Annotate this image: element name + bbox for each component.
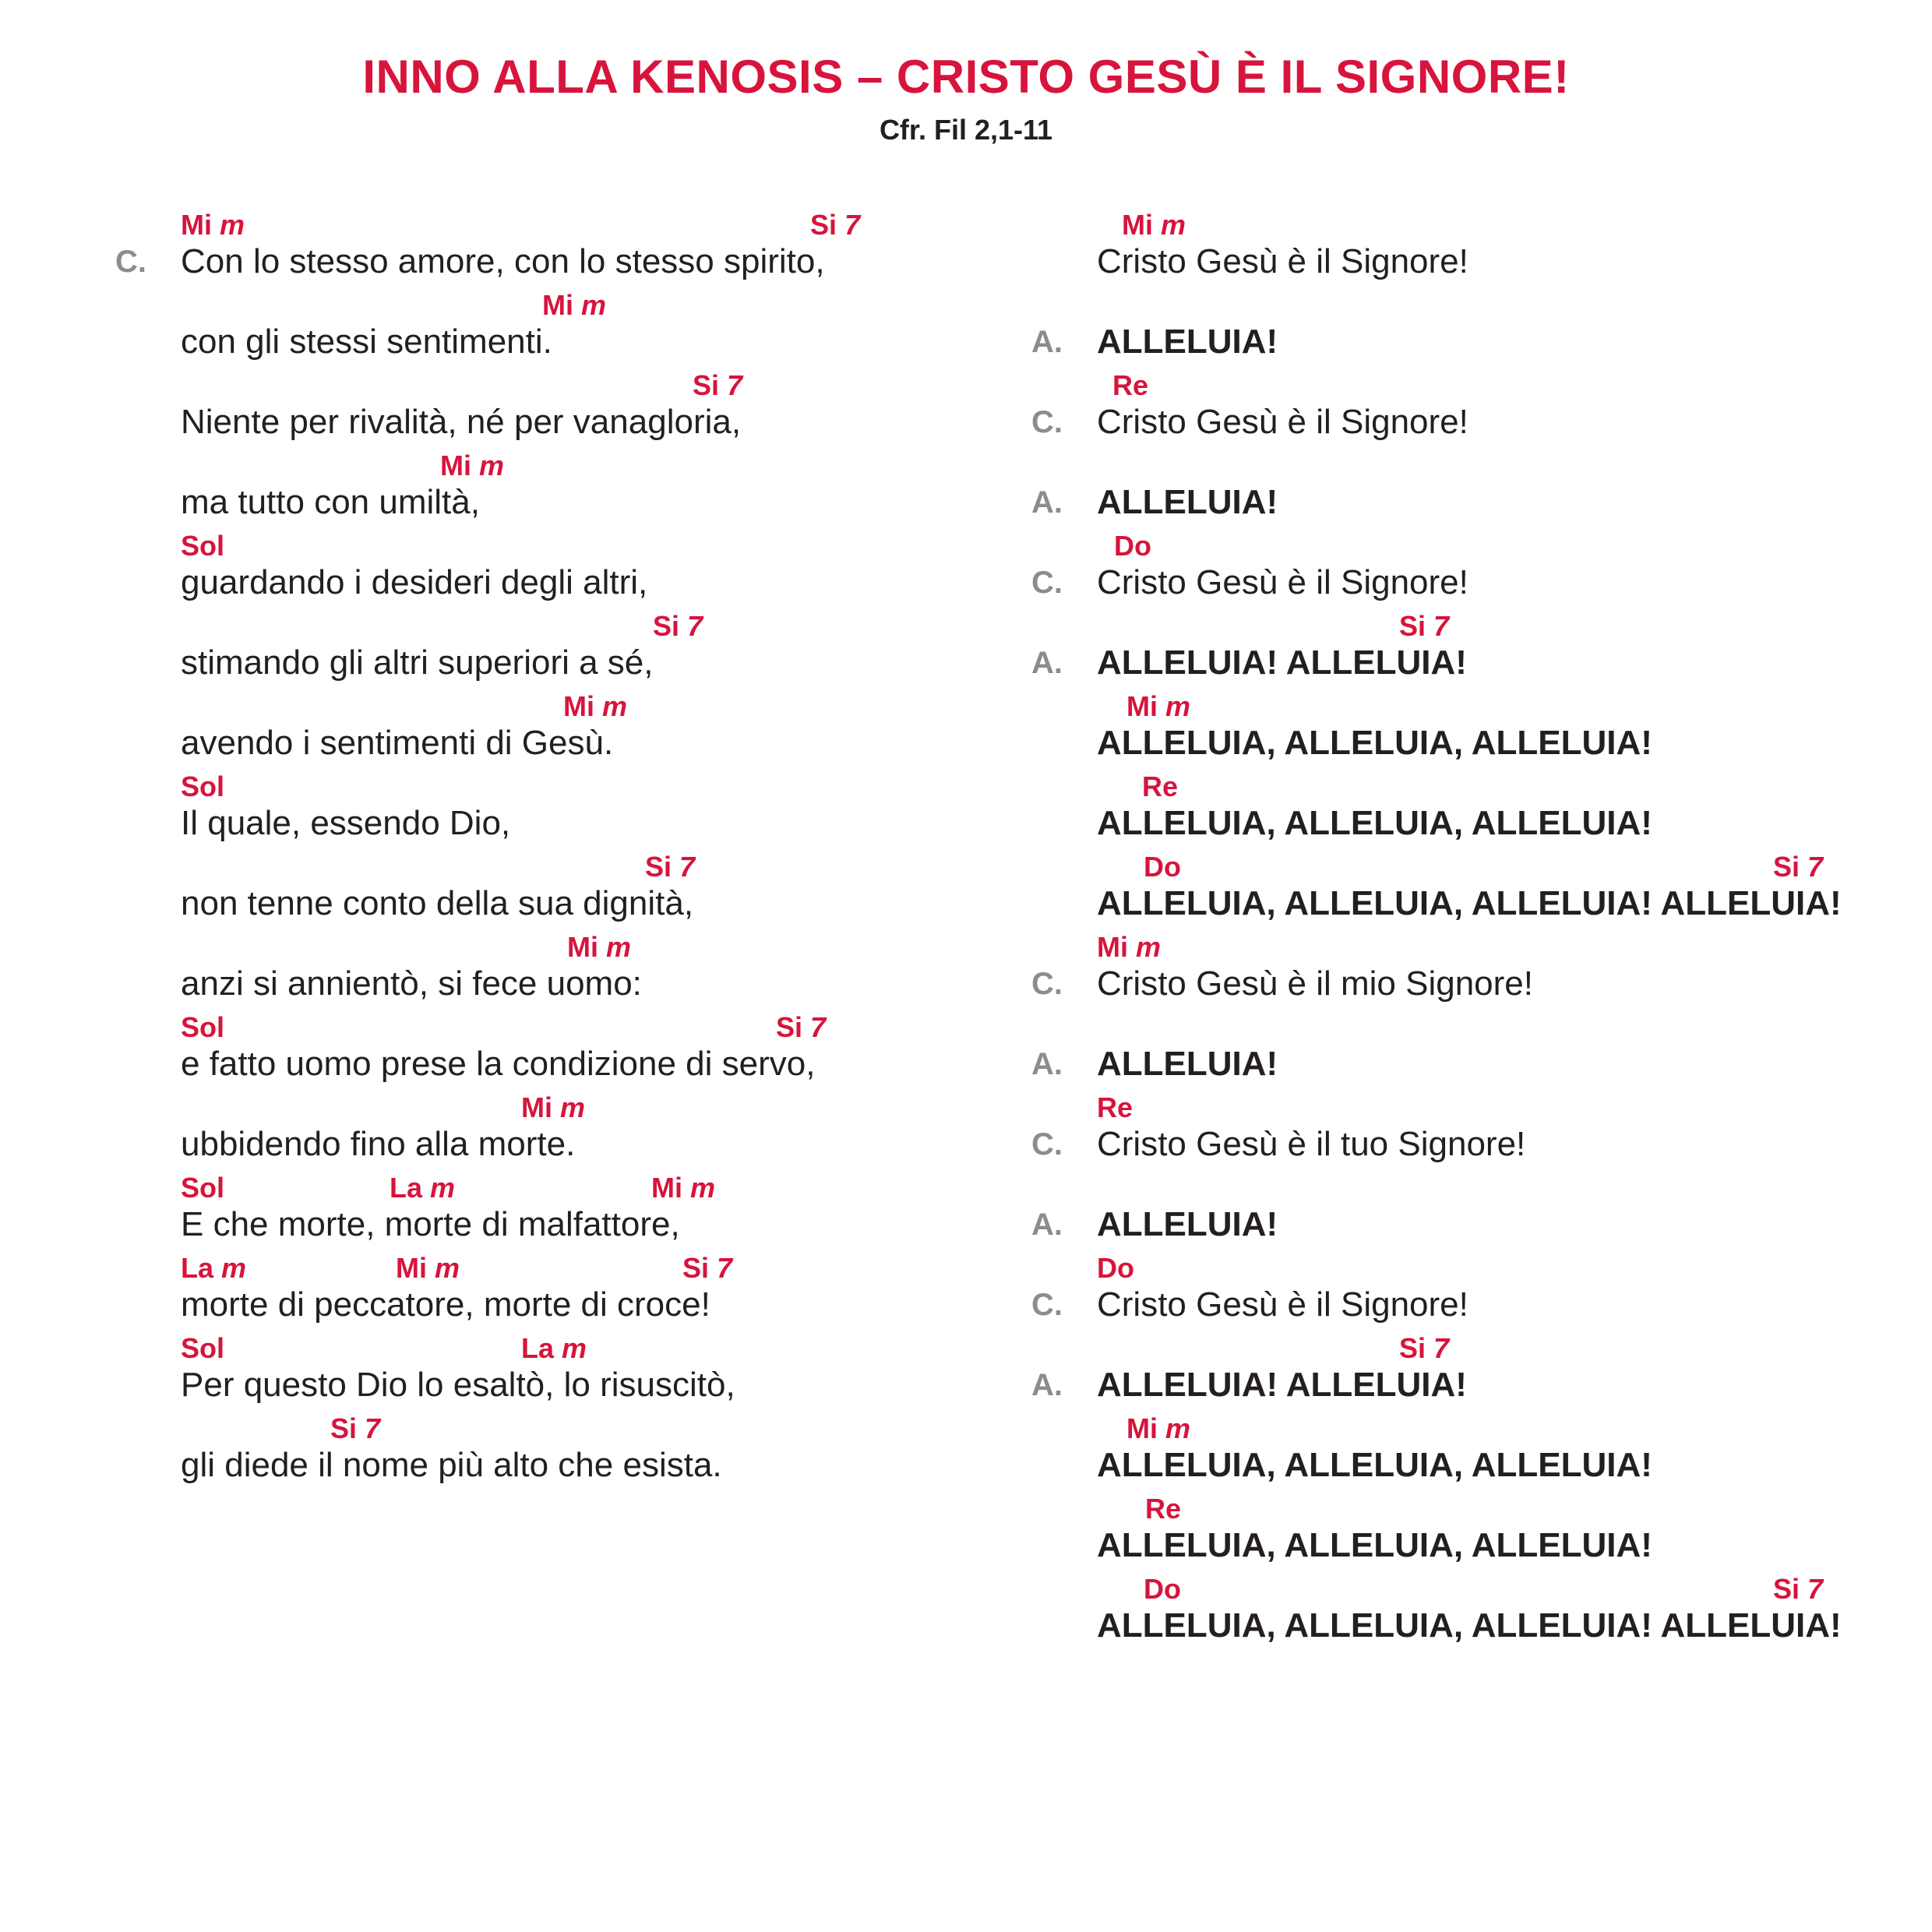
chord-root: Mi (563, 690, 594, 722)
refrain-line (1097, 204, 1923, 284)
chord-root: Re (1145, 1493, 1182, 1525)
lyric-text: ALLELUIA! (1097, 1205, 1278, 1243)
speaker-label: A. (1031, 646, 1063, 680)
lyric-text: ma tutto con umiltà, (181, 483, 480, 521)
chord-label (693, 369, 742, 402)
speaker-label: A. (1031, 1047, 1063, 1081)
refrain-line (1031, 926, 1923, 1007)
chord-root: Si (1773, 1573, 1800, 1605)
verse-line (181, 365, 960, 445)
chord-row (181, 1007, 960, 1044)
lyric-text: ALLELUIA, ALLELUIA, ALLELUIA! ALLELUIA! (1097, 884, 1842, 922)
song-title: INNO ALLA KENOSIS – CRISTO GESÙ È IL SIGNORE! (362, 51, 1570, 103)
chord-row (1097, 445, 1923, 482)
verse-line (181, 1007, 960, 1087)
lyric-text: Il quale, essendo Dio, (181, 804, 511, 842)
chord-label (521, 1091, 585, 1124)
chord-label (396, 1252, 460, 1285)
chord-root: Si (653, 610, 680, 642)
speaker-label: C. (115, 245, 146, 279)
chord-row (1097, 1007, 1923, 1044)
chord-label (181, 770, 224, 803)
chord-root: Mi (542, 289, 573, 321)
chord-root: Do (1144, 1573, 1181, 1605)
chord-root: Sol (181, 530, 225, 562)
chord-label (1142, 770, 1178, 803)
chord-label (1399, 1332, 1449, 1365)
chord-label (181, 209, 245, 242)
chord-quality: m (220, 209, 245, 241)
chord-root: Re (1142, 770, 1179, 802)
refrain-line (1097, 766, 1923, 846)
lyric-text: Cristo Gesù è il Signore! (1097, 1285, 1468, 1324)
speaker-label: C. (1031, 566, 1063, 600)
chord-row (1097, 365, 1923, 402)
lyric-text: Niente per rivalità, né per vanagloria, (181, 403, 742, 441)
verse-line (181, 1087, 960, 1167)
chord-root: Do (1097, 1252, 1134, 1284)
verse-line (181, 605, 960, 686)
lyric-text: Cristo Gesù è il mio Signore! (1097, 964, 1533, 1003)
lyric-text: ALLELUIA! ALLELUIA! (1097, 1366, 1467, 1404)
chord-root: Mi (651, 1172, 682, 1204)
chord-label (645, 851, 695, 883)
chord-quality: m (435, 1252, 460, 1284)
chord-label (1112, 369, 1148, 402)
chord-root: Mi (396, 1252, 427, 1284)
chord-quality: m (602, 690, 628, 722)
lyric-text: ALLELUIA! (1097, 323, 1278, 361)
chord-label (1114, 530, 1151, 562)
chord-quality: m (1161, 209, 1186, 241)
chord-label (653, 610, 703, 643)
chord-row (181, 766, 960, 803)
chord-row (1097, 1087, 1923, 1124)
chord-label (776, 1011, 826, 1044)
chord-row (1097, 525, 1923, 562)
chord-label (181, 1332, 224, 1365)
chord-root: Si (776, 1011, 803, 1043)
chord-row (1097, 846, 1923, 883)
chord-row (1097, 605, 1923, 643)
chord-quality: 7 (1433, 610, 1450, 642)
verse-line (181, 766, 960, 846)
speaker-label: C. (1031, 405, 1063, 439)
chord-root: Si (682, 1252, 710, 1284)
chord-root: Re (1097, 1091, 1133, 1123)
chord-label (567, 931, 631, 964)
chord-quality: 7 (727, 369, 743, 401)
refrain-line (1031, 1327, 1923, 1408)
refrain-line (1097, 1408, 1923, 1488)
speaker-label: A. (1031, 485, 1063, 520)
chord-label (563, 690, 627, 723)
refrain-line (1097, 846, 1923, 926)
chord-quality: 7 (844, 209, 861, 241)
chord-row (181, 525, 960, 562)
chord-quality: m (1165, 690, 1191, 722)
chord-quality: m (1165, 1412, 1191, 1444)
chord-label (1126, 690, 1190, 723)
lyric-text: stimando gli altri superiori a sé, (181, 643, 654, 682)
lyric-text: avendo i sentimenti di Gesù. (181, 724, 614, 762)
chord-root: Do (1114, 530, 1151, 562)
chord-quality: 7 (810, 1011, 827, 1043)
chord-label (1144, 1573, 1181, 1606)
verse-line (181, 445, 960, 525)
chord-label (1097, 931, 1161, 964)
chord-row (181, 1327, 960, 1365)
chord-label (1097, 1091, 1133, 1124)
chord-quality: 7 (717, 1252, 733, 1284)
chord-row (181, 605, 960, 643)
refrain-line (1031, 365, 1923, 445)
chord-label (181, 1172, 224, 1204)
chord-quality: 7 (1807, 851, 1824, 883)
lyric-text: e fatto uomo prese la condizione di servo, (181, 1045, 816, 1083)
chord-root: Mi (521, 1091, 552, 1123)
lyric-text: morte di peccatore, morte di croce! (181, 1285, 710, 1324)
chord-row (181, 1408, 960, 1445)
verse-line (181, 1167, 960, 1247)
chord-quality: m (606, 931, 632, 963)
lyric-text: ALLELUIA, ALLELUIA, ALLELUIA! (1097, 1526, 1652, 1564)
chord-row (1097, 1488, 1923, 1525)
chord-root: Sol (181, 1332, 225, 1364)
chord-root: Mi (181, 209, 212, 241)
chord-label (1126, 1412, 1190, 1445)
verse-line (181, 284, 960, 365)
chord-row (1097, 766, 1923, 803)
lyric-text: ALLELUIA, ALLELUIA, ALLELUIA! (1097, 804, 1652, 842)
chord-label (1122, 209, 1186, 242)
verse-line (181, 926, 960, 1007)
chord-quality: m (221, 1252, 247, 1284)
chord-quality: 7 (365, 1412, 381, 1444)
chord-row (1097, 926, 1923, 964)
chord-label (651, 1172, 715, 1204)
chord-row (1097, 1247, 1923, 1285)
chord-quality: 7 (687, 610, 703, 642)
refrain-line (1097, 1488, 1923, 1568)
chord-label (1145, 1493, 1181, 1525)
chord-root: Mi (1126, 1412, 1158, 1444)
chord-label (542, 289, 606, 322)
verse-line (115, 204, 960, 284)
lyric-text: con gli stessi sentimenti. (181, 323, 552, 361)
chord-label (181, 1252, 246, 1285)
refrain-column (1031, 204, 1923, 1648)
chord-root: Si (1399, 1332, 1426, 1364)
lyric-text: ALLELUIA! (1097, 483, 1278, 521)
chord-root: Mi (1097, 931, 1128, 963)
chord-label (1144, 851, 1181, 883)
refrain-line (1031, 1087, 1923, 1167)
refrain-line (1031, 605, 1923, 686)
chord-root: Mi (440, 450, 471, 481)
chord-quality: m (1136, 931, 1162, 963)
chord-row (181, 284, 960, 322)
refrain-line (1031, 445, 1923, 525)
chord-root: La (390, 1172, 423, 1204)
chord-row (181, 1087, 960, 1124)
chord-row (181, 445, 960, 482)
verse-line (181, 1408, 960, 1488)
chord-quality: m (479, 450, 505, 481)
lyric-text: anzi si annientò, si fece uomo: (181, 964, 642, 1003)
speaker-label: A. (1031, 1368, 1063, 1402)
chord-label (1773, 851, 1823, 883)
chord-label (1399, 610, 1449, 643)
chord-row (181, 1167, 960, 1204)
chord-root: Sol (181, 1011, 225, 1043)
chord-root: Do (1144, 851, 1181, 883)
chord-root: Si (810, 209, 837, 241)
chord-label (181, 530, 224, 562)
lyric-text: ALLELUIA, ALLELUIA, ALLELUIA! ALLELUIA! (1097, 1606, 1842, 1645)
chord-quality: m (581, 289, 607, 321)
lyric-text: Cristo Gesù è il Signore! (1097, 403, 1468, 441)
speaker-label: C. (1031, 967, 1063, 1001)
chord-label (682, 1252, 732, 1285)
chord-root: Si (330, 1412, 358, 1444)
chord-quality: 7 (1807, 1573, 1824, 1605)
verse-line (181, 846, 960, 926)
chord-row (181, 204, 960, 242)
chord-label (330, 1412, 380, 1445)
chord-root: Si (645, 851, 672, 883)
verse-line (181, 525, 960, 605)
chord-label (1097, 1252, 1134, 1285)
refrain-line (1031, 284, 1923, 365)
verse-line (181, 1247, 960, 1327)
chord-root: Si (1399, 610, 1426, 642)
chord-row (181, 365, 960, 402)
chord-quality: m (690, 1172, 716, 1204)
refrain-line (1031, 1247, 1923, 1327)
chord-root: Mi (1122, 209, 1153, 241)
verse-line (181, 1327, 960, 1408)
chord-root: Sol (181, 770, 225, 802)
chord-root: La (181, 1252, 214, 1284)
chord-row (181, 686, 960, 723)
lyric-text: Cristo Gesù è il tuo Signore! (1097, 1125, 1526, 1163)
chord-label (390, 1172, 455, 1204)
lyric-text: gli diede il nome più alto che esista. (181, 1446, 722, 1484)
chord-quality: m (430, 1172, 456, 1204)
chord-row (1097, 204, 1923, 242)
chord-label (521, 1332, 587, 1365)
chord-root: La (521, 1332, 555, 1364)
chord-row (181, 1247, 960, 1285)
refrain-line (1097, 1568, 1923, 1648)
chord-quality: m (562, 1332, 587, 1364)
speaker-label: A. (1031, 1208, 1063, 1242)
speaker-label: C. (1031, 1288, 1063, 1322)
speaker-label: C. (1031, 1127, 1063, 1162)
chord-quality: m (560, 1091, 586, 1123)
lyric-text: ALLELUIA! ALLELUIA! (1097, 643, 1467, 682)
lyric-text: ALLELUIA, ALLELUIA, ALLELUIA! (1097, 724, 1652, 762)
chord-root: Re (1112, 369, 1149, 401)
chord-row (1097, 1327, 1923, 1365)
lyric-text: non tenne conto della sua dignità, (181, 884, 694, 922)
lyric-text: ALLELUIA! (1097, 1045, 1278, 1083)
verse-line (181, 686, 960, 766)
chord-root: Si (1773, 851, 1800, 883)
chord-row (1097, 1167, 1923, 1204)
chord-quality: 7 (1433, 1332, 1450, 1364)
lyric-text: guardando i desideri degli altri, (181, 563, 648, 601)
refrain-line (1031, 1167, 1923, 1247)
lyric-text: Per questo Dio lo esaltò, lo risuscitò, (181, 1366, 735, 1404)
chord-row (1097, 686, 1923, 723)
lyric-text: ubbidendo fino alla morte. (181, 1125, 576, 1163)
lyric-text: Con lo stesso amore, con lo stesso spirito, (181, 242, 825, 280)
chord-root: Mi (1126, 690, 1158, 722)
chord-label (181, 1011, 224, 1044)
scripture-reference: Cfr. Fil 2,1-11 (879, 114, 1053, 146)
lyric-text: Cristo Gesù è il Signore! (1097, 242, 1468, 280)
lyric-text: ALLELUIA, ALLELUIA, ALLELUIA! (1097, 1446, 1652, 1484)
chord-row (1097, 1408, 1923, 1445)
chord-row (181, 926, 960, 964)
chord-row (181, 846, 960, 883)
chord-quality: 7 (679, 851, 696, 883)
lyric-text: E che morte, morte di malfattore, (181, 1205, 680, 1243)
chord-row (1097, 1568, 1923, 1606)
chord-root: Sol (181, 1172, 225, 1204)
speaker-label: A. (1031, 325, 1063, 359)
chord-root: Si (693, 369, 720, 401)
chord-row (1097, 284, 1923, 322)
chord-label (810, 209, 860, 242)
chord-label (440, 450, 504, 482)
refrain-line (1031, 525, 1923, 605)
refrain-line (1031, 1007, 1923, 1087)
refrain-line (1097, 686, 1923, 766)
lyric-text: Cristo Gesù è il Signore! (1097, 563, 1468, 601)
chord-label (1773, 1573, 1823, 1606)
chord-root: Mi (567, 931, 598, 963)
verse-column (115, 204, 960, 1488)
